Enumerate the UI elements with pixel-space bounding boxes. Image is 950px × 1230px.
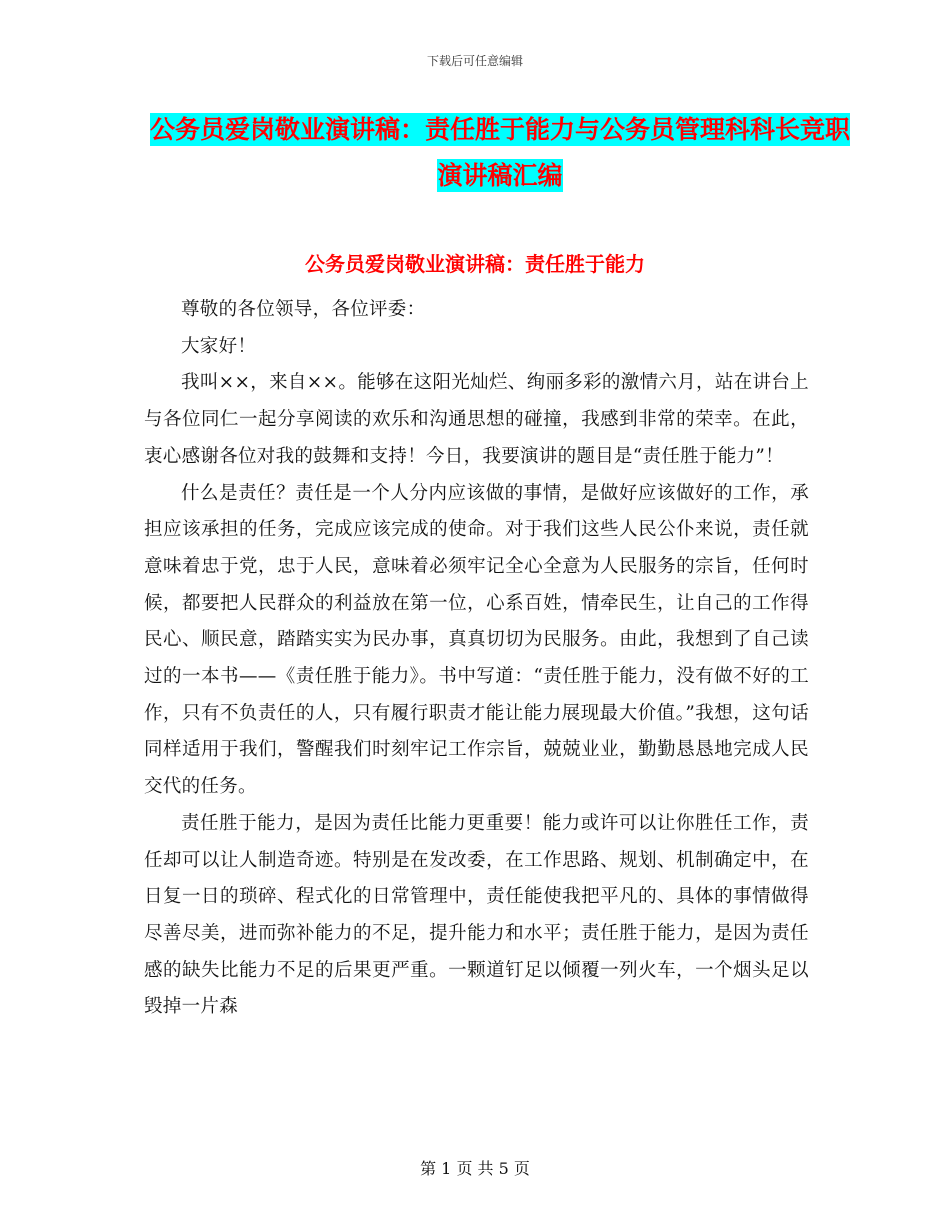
page-number: 第 1 页 共 5 页 (420, 1159, 530, 1178)
greeting-paragraph: 大家好！ (181, 335, 257, 357)
page-header-note: 下载后可任意编辑 (426, 54, 523, 68)
document-body (144, 292, 809, 1026)
document-title (140, 107, 860, 199)
document-title-text: 公务员爱岗敬业演讲稿：责任胜于能力与公务员管理科科长竞职演讲稿汇编 (149, 115, 850, 190)
body-paragraph: 什么是责任？责任是一个人分内应该做的事情，是做好应该做好的工作，承担应该承担的任务，完成应该完成的使命。对于我们这些人民公仆来说，责任就意味着忠于党，忠于人民，意味着必须牢记全心全意为人民服务的宗旨，任何时候，都要把人民群众的利益放在第一位，心系百姓，情牵民生，让自己的工作得民心、顺民意，踏踏实实为民办事，真真切切为民服务。由此，我想到了自己读过的一本书——《责任胜于能力》。书中写道：“责任胜于能力，没有做不好的工作，只有不负责任的人，只有履行职责才能让能力展现最大价值。”我想，这句话同样适用于我们，警醒我们时刻牢记工作宗旨，兢兢业业，勤勤恳恳地完成人民交代的任务。 (144, 482, 809, 798)
intro-paragraph: 我叫××，来自××。能够在这阳光灿烂、绚丽多彩的激情六月，站在讲台上与各位同仁一起分享阅读的欢乐和沟通思想的碰撞，我感到非常的荣幸。在此，衷心感谢各位对我的鼓舞和支持！今日，我要演讲的题目是“责任胜于能力”！ (144, 372, 809, 467)
section-title: 公务员爱岗敬业演讲稿：责任胜于能力 (305, 252, 645, 276)
salutation-paragraph: 尊敬的各位领导，各位评委： (181, 299, 426, 320)
body-paragraph: 责任胜于能力，是因为责任比能力更重要！能力或许可以让你胜任工作，责任却可以让人制造奇迹。特别是在发改委，在工作思路、规划、机制确定中，在日复一日的琐碎、程式化的日常管理中，责任能使我把平凡的、具体的事情做得尽善尽美，进而弥补能力的不足，提升能力和水平；责任胜于能力，是因为责任感的缺失比能力不足的后果更严重。一颗道钉足以倾覆一列火车，一个烟头足以毁掉一片森 (144, 812, 809, 1018)
